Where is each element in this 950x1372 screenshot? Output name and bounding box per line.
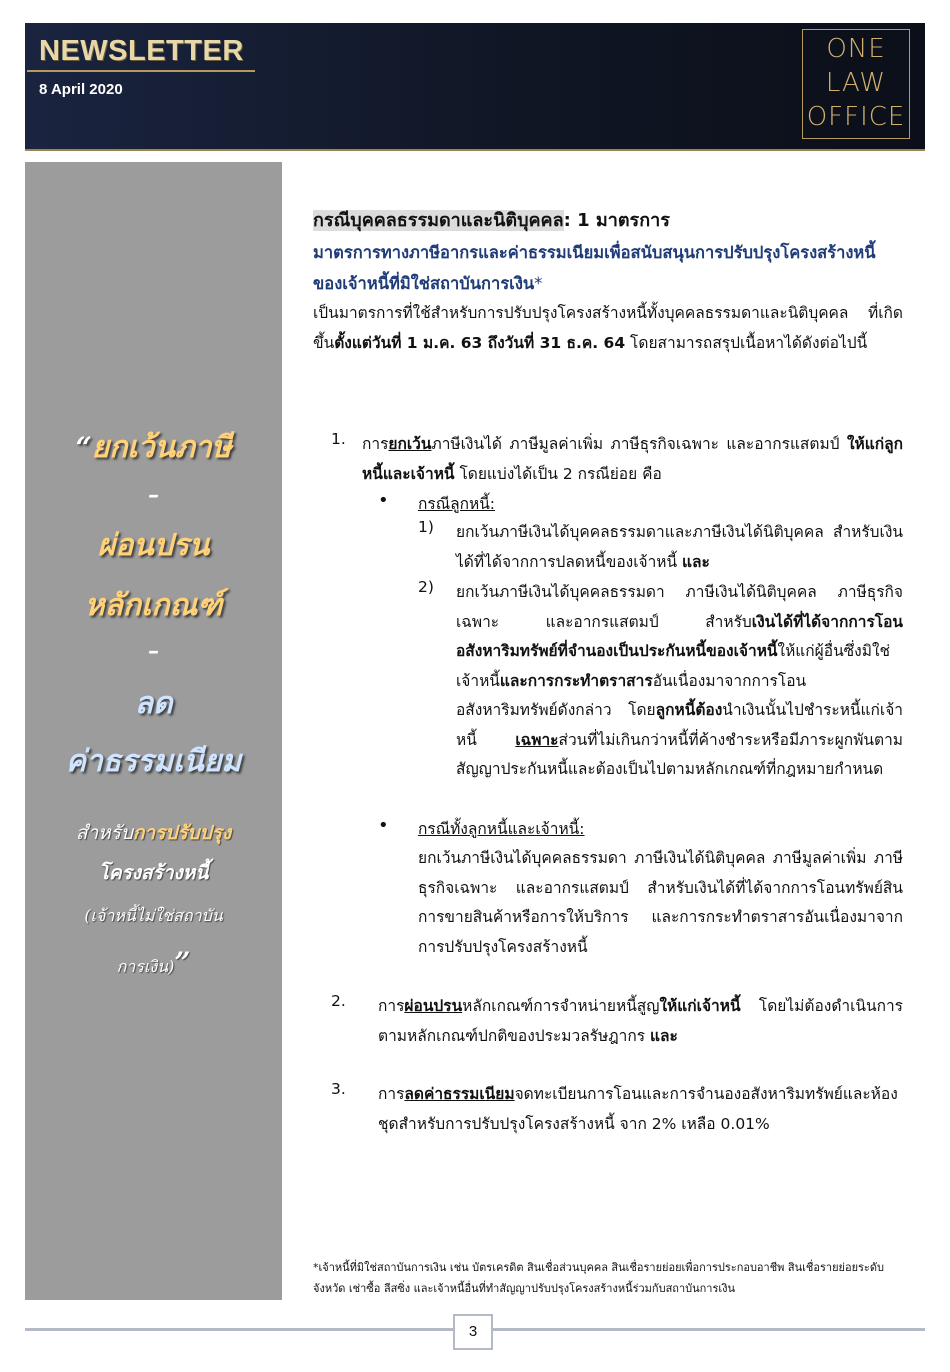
item-3-text	[378, 1080, 903, 1139]
item-2-a: การ	[378, 997, 405, 1015]
sub-1-number: 1)	[418, 518, 434, 536]
section-heading-rest: : 1 มาตรการ	[563, 210, 670, 231]
title-underline	[27, 70, 255, 72]
measure-subheading	[313, 237, 903, 299]
sub-2-number: 2)	[418, 578, 434, 596]
footer-line-right	[493, 1328, 925, 1331]
footer-line-left	[25, 1328, 453, 1331]
item-3-c: จดทะเบียนการโอนและการจำนองอสังหาริมทรัพย์และห้องชุดสำหรับการปรับปรุงโครงสร้างหนี้ จาก 2% เหลือ 0.01%	[378, 1085, 898, 1133]
sidebar-dash-2: –	[148, 638, 159, 664]
sidebar-paren-2	[25, 946, 282, 980]
item-1-text	[362, 430, 903, 489]
item-2-text	[378, 992, 903, 1051]
item-1-c: ภาษีเงินได้ ภาษีมูลค่าเพิ่ม ภาษีธุรกิจเฉพาะ และอากรแสตมป์	[431, 435, 847, 453]
item-1-e: โดยแบ่งได้เป็น 2 กรณีย่อย คือ	[454, 464, 662, 483]
sub-1-and: และ	[682, 552, 710, 571]
item-1-number: 1.	[331, 430, 346, 448]
sub-2-d: และการกระทำตราสาร	[499, 671, 653, 690]
intro-paragraph	[313, 299, 903, 358]
sidebar-for-bold: การปรับปรุง	[132, 822, 232, 844]
footnote: *เจ้าหนี้ที่มิใช่สถาบันการเงิน เช่น บัตรเครดิต สินเชื่อส่วนบุคคล สินเชื่อรายย่อยเพื่อการประกอบอาชีพ สินเชื่อรายย่อยระดับจังหวัด เช่าซื้อ ลีสซิ่ง และเจ้าหนี้อื่นที่ทำสัญญาปรับปรุงโครงสร้างหนี้ร่วมกับสถาบันการเงิน	[313, 1261, 884, 1295]
logo-line-3: OFFICE	[806, 102, 906, 132]
sub-2-i: ส่วนที่ไม่เกินกว่าหนี้ที่ค้างชำระหรือมีภาระผูกพันตามสัญญาประกันหนี้และต้องเป็นไปตามหลักเกณฑ์ที่กฎหมายกำหนด	[456, 730, 903, 778]
bullet-both: •	[378, 815, 389, 836]
one-law-office-logo	[802, 29, 910, 139]
logo-line-2: LAW	[825, 68, 887, 98]
sub-1-a: ยกเว้นภาษีเงินได้บุคคลธรรมดาและภาษีเงินได้นิติบุคคล สำหรับเงินได้ที่ได้จากการปลดหนี้ของเจ้าหนี้	[456, 523, 903, 571]
sub-2-a: ยกเว้นภาษีเงินได้บุคคลธรรมดา ภาษีเงินได้นิติบุคคล ภาษีธุรกิจเฉพาะ และอากรแสตมป์ สำหรับ	[456, 583, 903, 631]
bullet-debtor: •	[378, 490, 389, 511]
item-2-c: หลักเกณฑ์การจำหน่ายหนี้สูญ	[462, 997, 660, 1015]
newsletter-date: 8 April 2020	[39, 81, 123, 98]
item-2-number: 2.	[331, 992, 346, 1010]
item-1-exempt: ยกเว้น	[388, 435, 432, 453]
intro-text-c: โดยสามารถสรุปเนื้อหาได้ดังต่อไปนี้	[625, 333, 868, 352]
close-quote: ”	[174, 946, 191, 979]
quote-sidebar	[25, 162, 282, 1300]
sidebar-debt-restructure: โครงสร้างหนี้	[98, 862, 209, 884]
sidebar-for-prefix: สำหรับ	[75, 822, 133, 844]
sub-2-b: เงินได้ที่ได้จากการโอนอสังหาริมทรัพย์ที่จำนองเป็นประกันหนี้ของเจ้าหนี้	[456, 612, 903, 660]
intro-period: ตั้งแต่วันที่ 1 ม.ค. 63 ถึงวันที่ 31 ธ.ค. 64	[334, 333, 626, 352]
section-heading-highlight: กรณีบุคคลธรรมดาและนิติบุคคล	[313, 210, 564, 231]
logo-line-1: ONE	[826, 34, 886, 64]
sidebar-line-reduce: ลด	[134, 686, 173, 721]
sub-2-only: เฉพาะ	[515, 730, 559, 749]
sidebar-for-line	[25, 818, 282, 848]
sidebar-paren-1: (เจ้าหนี้ไม่ใช่สถาบัน	[84, 906, 223, 925]
item-3-a: การ	[378, 1085, 405, 1103]
intro-text-a: เป็นมาตรการที่ใช้สำหรับการปรับปรุงโครงสร้างหนี้ทั้งบุคคลธรรมดาและนิติบุคคล ที่เกิดขึ้น	[313, 304, 903, 352]
sub-2-text	[456, 578, 903, 785]
newsletter-header	[25, 23, 925, 151]
item-1-a: การ	[362, 435, 389, 453]
sidebar-line-exempt-tax	[25, 424, 282, 471]
sidebar-text-1: ยกเว้นภาษี	[91, 430, 232, 465]
case-debtor-label: กรณีลูกหนี้:	[418, 495, 496, 513]
item-3-reduce-fee: ลดค่าธรรมเนียม	[404, 1085, 515, 1103]
sidebar-line-criteria: หลักเกณฑ์	[84, 588, 223, 623]
item-1-target: ให้แก่ลูกหนี้และเจ้าหนี้	[362, 435, 903, 483]
sidebar-line-relax: ผ่อนปรน	[97, 528, 210, 563]
section-heading	[313, 205, 903, 237]
item-2-and: และ	[649, 1026, 678, 1045]
item-3-number: 3.	[331, 1080, 346, 1098]
footnote-marker: *	[534, 274, 543, 293]
sub-2-c: ให้แก่ผู้อื่นซึ่งมิใช่เจ้าหนี้	[456, 642, 891, 690]
item-2-relax: ผ่อนปรน	[404, 997, 463, 1015]
case-both-text: ยกเว้นภาษีเงินได้บุคคลธรรมดา ภาษีเงินได้นิติบุคคล ภาษีมูลค่าเพิ่ม ภาษีธุรกิจเฉพาะ และอากรแสตมป์ สำหรับเงินได้ที่ได้จากการโอนทรัพย์สิน การขายสินค้าหรือการให้บริการ และการกระทำตราสารอันเนื่องมาจากการปรับปรุงโครงสร้างหนี้	[418, 849, 903, 956]
page-number: 3	[453, 1314, 493, 1350]
sub-2-e: อันเนื่องมาจากการโอนอสังหาริมทรัพย์ดังกล่าว โดย	[456, 671, 807, 719]
case-both-label: กรณีทั้งลูกหนี้และเจ้าหนี้:	[418, 820, 585, 838]
main-content	[313, 205, 903, 358]
item-2-target: ให้แก่เจ้าหนี้	[659, 997, 741, 1015]
sidebar-paren-2-text: การเงิน)	[116, 957, 175, 976]
sidebar-dash-1: –	[148, 482, 159, 508]
sub-1-text	[456, 518, 903, 577]
sub-2-f: ลูกหนี้ต้อง	[655, 701, 723, 719]
open-quote: “	[75, 431, 92, 464]
sidebar-line-fees: ค่าธรรมเนียม	[65, 744, 242, 779]
sub-2-g: นำเงินนั้นไปชำระหนี้แก่เจ้าหนี้	[456, 701, 903, 749]
newsletter-title: NEWSLETTER	[39, 35, 244, 67]
measure-subheading-text: มาตรการทางภาษีอากรและค่าธรรมเนียมเพื่อสนับสนุนการปรับปรุงโครงสร้างหนี้ของเจ้าหนี้ที่มิใช่สถาบันการเงิน	[313, 243, 876, 293]
item-2-e: โดยไม่ต้องดำเนินการตามหลักเกณฑ์ปกติของประมวลรัษฎากร	[378, 997, 903, 1045]
